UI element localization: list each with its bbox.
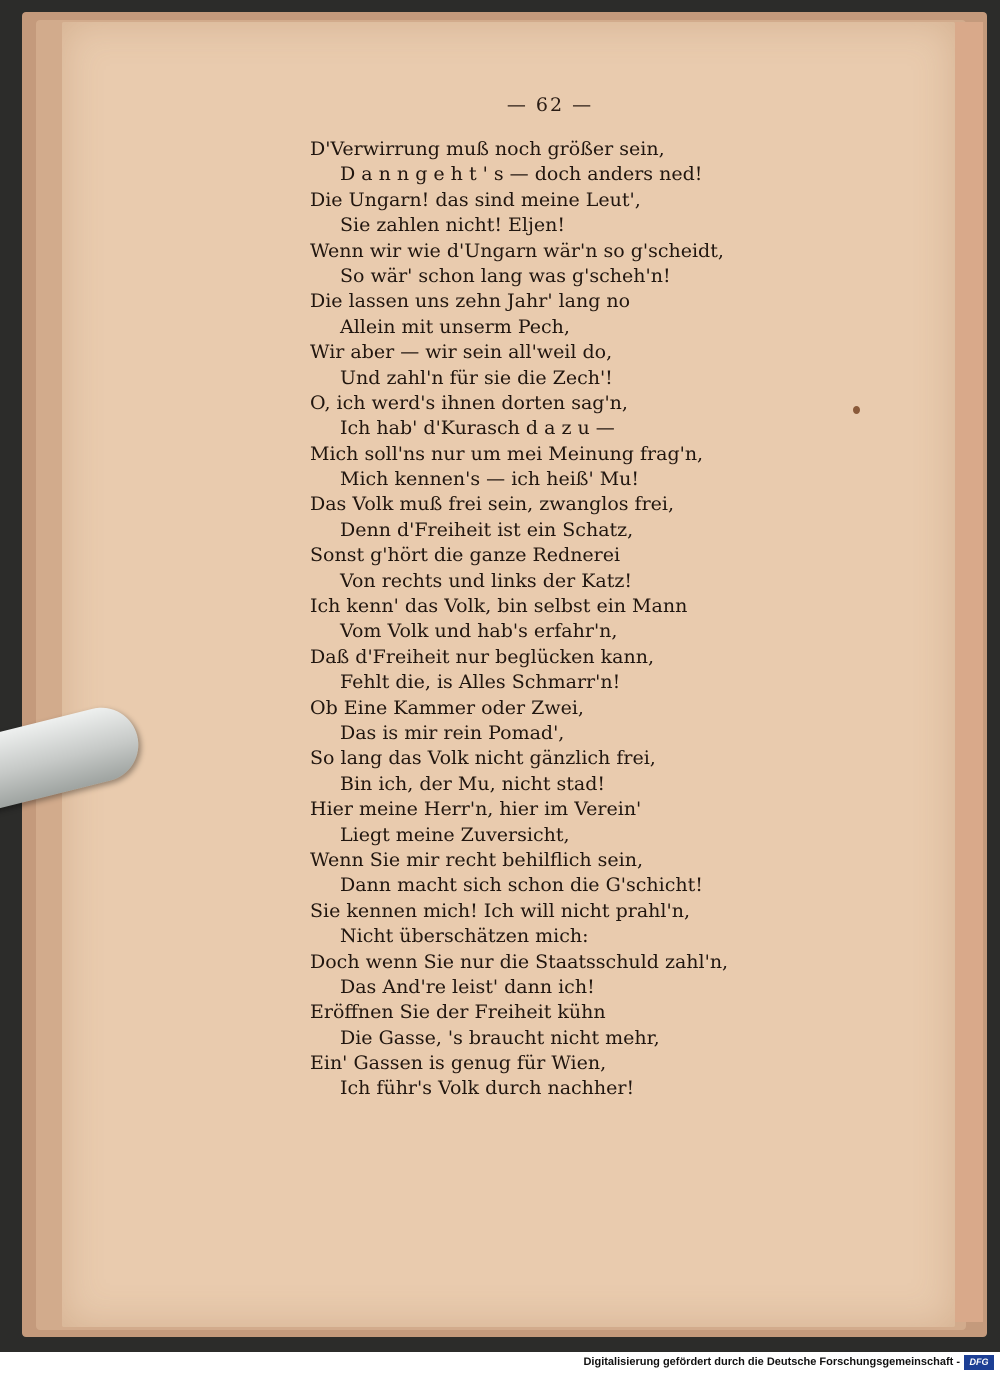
page-right-edge [955,22,983,1322]
poem-line: Vom Volk und hab's erfahr'n, [340,620,618,643]
paper-stain [853,406,860,414]
poem-line: Ob Eine Kammer oder Zwei, [310,696,584,719]
poem-line: Liegt meine Zuversicht, [340,823,570,846]
poem-line: Wenn wir wie d'Ungarn wär'n so g'scheidt, [310,239,724,262]
footer-bar [0,1354,1000,1374]
poem-line: Hier meine Herr'n, hier im Verein' [310,798,642,821]
poem-line: Das Volk muß frei sein, zwanglos frei, [310,493,675,516]
poem-line: Mich kennen's — ich heiß' Mu! [340,468,640,491]
poem-line: Die Gasse, 's braucht nicht mehr, [340,1026,660,1049]
poem-line: Bin ich, der Mu, nicht stad! [340,772,606,795]
poem-text [310,137,830,1102]
poem-line: Denn d'Freiheit ist ein Schatz, [340,518,634,541]
poem-line: Ich hab' d'Kurasch d a z u — [340,417,615,440]
page-number: — 62 — [506,94,594,116]
poem-line: Von rechts und links der Katz! [340,569,633,592]
poem-line: So lang das Volk nicht gänzlich frei, [310,747,656,770]
poem-line: Daß d'Freiheit nur beglücken kann, [310,645,655,668]
poem-line: Ich kenn' das Volk, bin selbst ein Mann [310,595,688,618]
poem-line: Mich soll'ns nur um mei Meinung frag'n, [310,442,704,465]
poem-line: Wir aber — wir sein all'weil do, [310,341,613,364]
poem-line: D a n n g e h t ' s — doch anders ned! [340,163,703,186]
poem-line: Sie zahlen nicht! Eljen! [340,214,566,237]
poem-line: Und zahl'n für sie die Zech'! [340,366,613,389]
poem-line: So wär' schon lang was g'scheh'n! [340,264,671,287]
poem-line: Das And're leist' dann ich! [340,975,595,998]
dfg-credit-text: Digitalisierung gefördert durch die Deutsche Forschungsgemeinschaft - [583,1356,960,1368]
poem-line: Die lassen uns zehn Jahr' lang no [310,290,631,313]
poem-line: Die Ungarn! das sind meine Leut', [310,188,641,211]
poem-line: Dann macht sich schon die G'schicht! [340,874,703,897]
poem-line: Sonst g'hört die ganze Rednerei [310,544,621,567]
poem-line: Nicht überschätzen mich: [340,925,589,948]
poem-line: Wenn Sie mir recht behilflich sein, [310,848,644,871]
poem-line: O, ich werd's ihnen dorten sag'n, [310,391,628,414]
dfg-logo: DFG [964,1355,994,1370]
poem-line: Ein' Gassen is genug für Wien, [310,1052,607,1075]
poem-line: Das is mir rein Pomad', [340,721,565,744]
poem-line: Allein mit unserm Pech, [340,315,570,338]
poem-line: Eröffnen Sie der Freiheit kühn [310,1001,606,1024]
poem-line: Sie kennen mich! Ich will nicht prahl'n, [310,899,690,922]
poem-line: Ich führ's Volk durch nachher! [340,1077,635,1100]
poem-line: Fehlt die, is Alles Schmarr'n! [340,671,621,694]
poem-line: D'Verwirrung muß noch größer sein, [310,138,665,160]
poem-line: Doch wenn Sie nur die Staatsschuld zahl'n, [310,950,729,973]
